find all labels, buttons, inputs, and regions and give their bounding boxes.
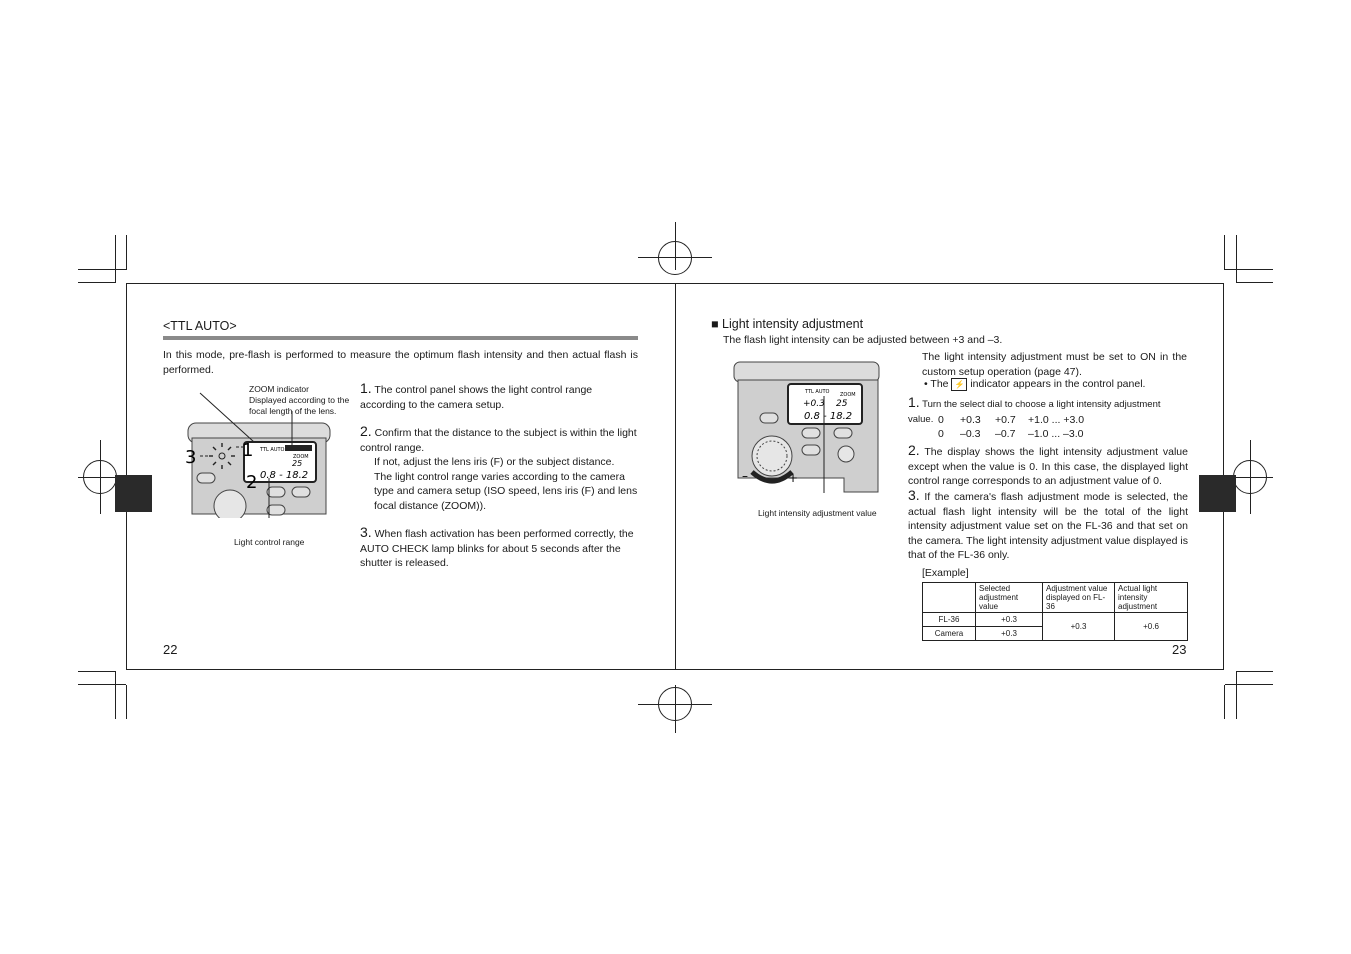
svg-text:TTL AUTO: TTL AUTO xyxy=(805,389,830,395)
right-intro: The light intensity adjustment must be set to ON in the custom setup operation (page 47). xyxy=(922,351,1187,378)
left-thumb-tab xyxy=(115,475,152,512)
heading-rule xyxy=(163,336,638,340)
light-intensity-subheading: The flash light intensity can be adjusted between +3 and –3. xyxy=(723,334,1003,346)
svg-text:ZOOM: ZOOM xyxy=(293,454,309,460)
ttl-intro: In this mode, pre-flash is performed to measure the optimum flash intensity and then actual flash is performed. xyxy=(163,349,638,376)
right-step-1: 1. Turn the select dial to choose a light intensity adjustment value. xyxy=(908,394,1161,425)
right-step-3: 3. If the camera's flash adjustment mode is selected, the actual flash light intensity will be the total of the light intensity adjustment value set on the FL-36 and that set on the camera. The light intensity adjustment value displayed is that of the FL-36 only. xyxy=(908,487,1188,561)
left-step-3: 3. When flash activation has been performed correctly, the AUTO CHECK lamp blinks for about 5 seconds after the shutter is released. xyxy=(360,524,634,569)
flash-control-panel-diagram xyxy=(180,388,340,518)
callout-2: 2 xyxy=(246,472,258,493)
ttl-auto-heading: <TTL AUTO> xyxy=(163,319,237,333)
example-table: Selected adjustment value Adjustment value displayed on FL-36 Actual light intensity adjustment FL-36 +0.3 +0.3 +0.6 Camera +0.3 xyxy=(922,582,1188,641)
flash-dial-diagram xyxy=(730,358,890,493)
page-divider xyxy=(675,283,676,670)
page-number-left: 22 xyxy=(163,642,178,657)
svg-text:0.8 - 18.2: 0.8 - 18.2 xyxy=(260,470,309,481)
svg-text:25: 25 xyxy=(292,459,303,468)
indicator-note: • The ⚡ indicator appears in the control panel. xyxy=(924,378,1146,390)
scale-row-positive: 0 +0.3 +0.7 +1.0 ... +3.0 xyxy=(938,414,1085,426)
svg-text:0.8 - 18.2: 0.8 - 18.2 xyxy=(804,411,853,422)
zoom-indicator-label: ZOOM indicator Displayed according to the focal length of the lens. xyxy=(249,384,350,416)
left-step-2: 2. Confirm that the distance to the subject is within the light control range. If not, adjust the lens iris (F) or the subject distance. The light control range varies according to the camera type and camera setup (ISO speed, lens iris (F) and lens focal distance (ZOOM)). xyxy=(360,423,638,512)
light-control-range-label: Light control range xyxy=(234,537,305,547)
callout-3: 3 xyxy=(185,447,197,468)
svg-text:ZOOM: ZOOM xyxy=(840,392,856,398)
adjustment-value-label: Light intensity adjustment value xyxy=(758,508,877,518)
example-label: [Example] xyxy=(922,567,969,579)
svg-text:–: – xyxy=(742,469,748,483)
flash-adjust-icon: ⚡ xyxy=(951,378,967,391)
svg-text:+: + xyxy=(788,471,799,485)
scale-row-negative: 0 –0.3 –0.7 –1.0 ... –3.0 xyxy=(938,428,1084,440)
left-step-1: 1. The control panel shows the light control range according to the camera setup. xyxy=(360,380,593,411)
right-step-2: 2. The display shows the light intensity adjustment value except when the value is 0. In this case, the displayed light control range corresponds to an adjustment value of 0. xyxy=(908,442,1188,487)
lcd-mode-text: TTL AUTO xyxy=(260,447,285,453)
light-intensity-heading: ■ Light intensity adjustment xyxy=(711,317,864,331)
right-thumb-tab xyxy=(1199,475,1236,512)
svg-text:25: 25 xyxy=(836,399,848,409)
page-number-right: 23 xyxy=(1172,642,1187,657)
svg-text:+0.3: +0.3 xyxy=(803,399,825,409)
callout-1: 1 xyxy=(242,440,254,461)
